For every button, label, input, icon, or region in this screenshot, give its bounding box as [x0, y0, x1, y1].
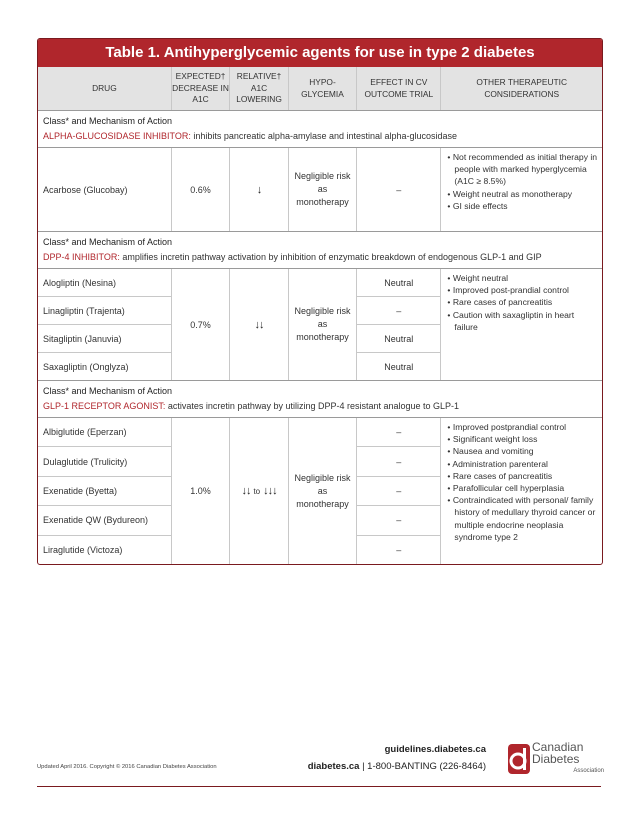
hypoglycemia-risk: Negligible risk as monotherapy	[294, 472, 351, 509]
table-header-row	[38, 67, 602, 111]
cv-outcome: –	[357, 477, 440, 506]
a1c-decrease: 0.7%	[190, 319, 211, 330]
logo-line-canadian: Canadian	[532, 740, 584, 754]
drug-group-alpha-glucosidase	[38, 148, 602, 232]
cv-outcome: –	[396, 544, 402, 555]
drug-name: Dulaglutide (Trulicity)	[38, 447, 171, 476]
drug-name: Acarbose (Glucobay)	[43, 184, 128, 195]
class-row-glp1	[38, 381, 602, 418]
list-item: • Parafollicular cell hyperplasia	[447, 483, 565, 494]
phone-number: | 1-800-BANTING (226-8464)	[362, 761, 486, 772]
class-description: activates incretin pathway by utilizing DPP-4 resistant analogue to GLP-1	[167, 401, 460, 411]
a1c-decrease: 0.6%	[190, 184, 211, 195]
class-label: Class* and Mechanism of Action	[43, 386, 173, 396]
class-row-alpha-glucosidase	[38, 111, 602, 148]
drug-group-dpp4	[38, 269, 602, 381]
class-description: inhibits pancreatic alpha-amylase and intestinal alpha-glucosidase	[193, 131, 458, 141]
drug-name: Albiglutide (Eperzan)	[38, 418, 171, 447]
drug-name: Liraglutide (Victoza)	[43, 544, 123, 555]
cv-outcome: Neutral	[357, 325, 440, 353]
cv-outcome: –	[357, 506, 440, 535]
header-decrease: EXPECTED† DECREASE IN A1C	[172, 67, 230, 110]
logo-line-diabetes: Diabetes	[532, 752, 580, 766]
cv-outcome: –	[396, 184, 402, 195]
hypoglycemia-risk: Negligible risk as monotherapy	[294, 306, 351, 342]
cv-outcome: –	[357, 447, 440, 476]
triple-down-arrow-icon: ↓↓↓	[263, 485, 277, 497]
list-item: • Weight neutral as monotherapy	[447, 188, 573, 199]
site-link[interactable]: diabetes.ca	[307, 761, 360, 772]
list-item: • Rare cases of pancreatitis	[447, 297, 553, 308]
considerations-list	[441, 418, 602, 546]
logo-line-association: Association	[573, 768, 604, 774]
arrow-range	[230, 418, 287, 564]
cv-outcome: –	[357, 418, 440, 447]
double-down-arrow-icon: ↓↓	[254, 318, 264, 331]
class-description: amplifies incretin pathway activation by inhibition of enzymatic breakdown of endogenous GLP-1 and GIP	[122, 252, 542, 262]
a1c-decrease: 1.0%	[190, 486, 211, 496]
drug-name: Exenatide (Byetta)	[38, 477, 171, 506]
header-hypoglycemia: HYPO-GLYCEMIA	[289, 67, 357, 110]
range-to-label: to	[253, 486, 261, 496]
drug-name: Alogliptin (Nesina)	[38, 269, 171, 297]
list-item: • Weight neutral	[447, 273, 509, 283]
class-row-dpp4	[38, 232, 602, 269]
guidelines-link[interactable]: guidelines.diabetes.ca	[384, 744, 486, 755]
class-name: GLP-1 RECEPTOR AGONIST:	[43, 401, 166, 411]
double-down-arrow-icon: ↓↓	[241, 485, 251, 497]
header-cv-outcome: EFFECT IN CV OUTCOME TRIAL	[357, 67, 441, 110]
copyright-text: Updated April 2016. Copyright © 2016 Canadian Diabetes Association	[37, 764, 217, 770]
class-name: DPP-4 INHIBITOR:	[43, 252, 120, 262]
hypoglycemia-risk: Negligible risk as monotherapy	[294, 171, 351, 207]
logo-wordmark	[532, 741, 604, 777]
list-item: • GI side effects	[447, 200, 508, 211]
header-drug: DRUG	[38, 67, 172, 110]
table-title: Table 1. Antihyperglycemic agents for use in type 2 diabetes	[38, 39, 602, 67]
class-label: Class* and Mechanism of Action	[43, 116, 173, 126]
contact-line	[280, 761, 486, 772]
considerations-list	[441, 269, 602, 336]
list-item: • Rare cases of pancreatitis	[447, 470, 553, 481]
drug-name: Sitagliptin (Januvia)	[38, 325, 171, 353]
cv-outcome: Neutral	[357, 269, 440, 297]
considerations-list	[441, 148, 602, 215]
list-item: • Nausea and vomiting	[447, 446, 534, 457]
list-item: • Caution with saxagliptin in heart failure	[447, 309, 575, 332]
header-lowering: RELATIVE† A1C LOWERING	[230, 67, 288, 110]
list-item: • Not recommended as initial therapy in people with marked hyperglycemia (A1C ≥ 8.5%)	[447, 152, 598, 187]
drug-name: Exenatide QW (Bydureon)	[38, 506, 171, 535]
header-other-considerations: OTHER THERAPEUTIC CONSIDERATIONS	[476, 77, 567, 99]
list-item: • Contraindicated with personal/ family history of medullary thyroid cancer or multiple endocrine neoplasia syndrome type 2	[447, 495, 596, 542]
list-item: • Significant weight loss	[447, 434, 538, 445]
class-name: ALPHA-GLUCOSIDASE INHIBITOR:	[43, 131, 191, 141]
list-item: • Improved postprandial control	[447, 422, 567, 432]
class-label: Class* and Mechanism of Action	[43, 237, 173, 247]
drug-name: Saxagliptin (Onglyza)	[43, 361, 129, 372]
drug-name: Linagliptin (Trajenta)	[38, 297, 171, 325]
antihyperglycemic-table	[37, 38, 603, 565]
list-item: • Administration parenteral	[447, 458, 548, 469]
drug-group-glp1	[38, 418, 602, 564]
footer-divider	[37, 786, 601, 787]
list-item: • Improved post-prandial control	[447, 285, 569, 296]
cv-outcome: –	[357, 297, 440, 325]
down-arrow-icon: ↓	[256, 183, 262, 196]
cv-outcome: Neutral	[384, 361, 414, 372]
